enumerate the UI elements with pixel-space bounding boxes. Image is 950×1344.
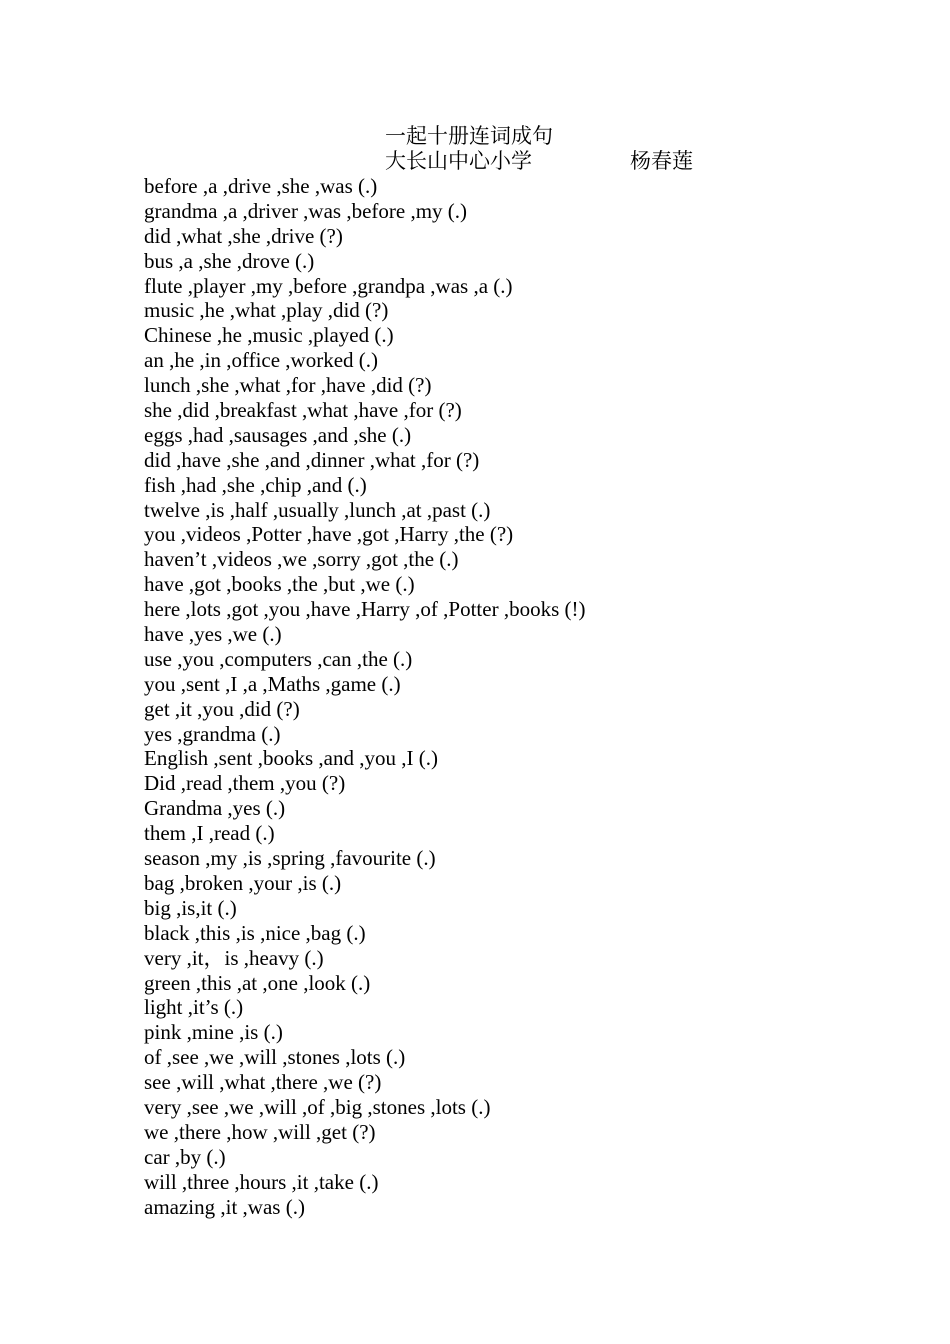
exercise-list bbox=[144, 174, 585, 1219]
exercise-line: use ,you ,computers ,can ,the (.) bbox=[144, 646, 413, 671]
exercise-line: before ,a ,drive ,she ,was (.) bbox=[144, 174, 378, 198]
exercise-line: she ,did ,breakfast ,what ,have ,for (?) bbox=[144, 398, 462, 423]
exercise-line: you ,sent ,I ,a ,Maths ,game (.) bbox=[144, 671, 401, 696]
exercise-line: English ,sent ,books ,and ,you ,I (.) bbox=[144, 746, 438, 771]
exercise-line: here ,lots ,got ,you ,have ,Harry ,of ,Potter ,books (!) bbox=[144, 597, 586, 622]
exercise-line: lunch ,she ,what ,for ,have ,did (?) bbox=[144, 373, 432, 398]
exercise-line: amazing ,it ,was (.) bbox=[144, 1194, 305, 1219]
exercise-line: will ,three ,hours ,it ,take (.) bbox=[144, 1169, 379, 1194]
school-name: 大长山中心小学 bbox=[385, 149, 532, 173]
exercise-line: yes ,grandma (.) bbox=[144, 721, 281, 746]
exercise-line: have ,got ,books ,the ,but ,we (.) bbox=[144, 572, 415, 597]
exercise-line: very ,see ,we ,will ,of ,big ,stones ,lots (.) bbox=[144, 1094, 491, 1119]
exercise-line: them ,I ,read (.) bbox=[144, 821, 275, 846]
exercise-line: music ,he ,what ,play ,did (?) bbox=[144, 298, 389, 323]
exercise-line: of ,see ,we ,will ,stones ,lots (.) bbox=[144, 1045, 406, 1070]
exercise-line: did ,have ,she ,and ,dinner ,what ,for (?) bbox=[144, 447, 480, 472]
exercise-line: Grandma ,yes (.) bbox=[144, 796, 286, 821]
exercise-line: pink ,mine ,is (.) bbox=[144, 1020, 283, 1045]
exercise-line: fish ,had ,she ,chip ,and (.) bbox=[144, 472, 367, 497]
exercise-line: haven’t ,videos ,we ,sorry ,got ,the (.) bbox=[144, 547, 459, 572]
exercise-line: see ,will ,what ,there ,we (?) bbox=[144, 1070, 382, 1095]
exercise-line: bag ,broken ,your ,is (.) bbox=[144, 870, 342, 895]
exercise-line: twelve ,is ,half ,usually ,lunch ,at ,past (.) bbox=[144, 497, 491, 522]
document-title: 一起十册连词成句 bbox=[385, 124, 553, 148]
exercise-line: very ,it，is ,heavy (.) bbox=[144, 945, 324, 970]
exercise-line: flute ,player ,my ,before ,grandpa ,was ,a (.) bbox=[144, 273, 513, 298]
exercise-line: an ,he ,in ,office ,worked (.) bbox=[144, 348, 379, 373]
exercise-line: grandma ,a ,driver ,was ,before ,my (.) bbox=[144, 198, 468, 223]
exercise-line: Chinese ,he ,music ,played (.) bbox=[144, 323, 394, 348]
exercise-line: get ,it ,you ,did (?) bbox=[144, 696, 300, 721]
exercise-line: big ,is,it (.) bbox=[144, 895, 237, 920]
exercise-line: you ,videos ,Potter ,have ,got ,Harry ,the (?) bbox=[144, 522, 514, 547]
exercise-line: did ,what ,she ,drive (?) bbox=[144, 223, 343, 248]
author-name: 杨春莲 bbox=[630, 149, 693, 173]
exercise-line: black ,this ,is ,nice ,bag (.) bbox=[144, 920, 366, 945]
exercise-line: light ,it’s (.) bbox=[144, 995, 244, 1020]
exercise-line: eggs ,had ,sausages ,and ,she (.) bbox=[144, 422, 412, 447]
exercise-line: green ,this ,at ,one ,look (.) bbox=[144, 970, 371, 995]
exercise-line: season ,my ,is ,spring ,favourite (.) bbox=[144, 846, 436, 871]
exercise-line: bus ,a ,she ,drove (.) bbox=[144, 248, 315, 273]
exercise-line: car ,by (.) bbox=[144, 1144, 226, 1169]
exercise-line: Did ,read ,them ,you (?) bbox=[144, 771, 346, 796]
exercise-line: we ,there ,how ,will ,get (?) bbox=[144, 1119, 376, 1144]
exercise-line: have ,yes ,we (.) bbox=[144, 622, 282, 647]
